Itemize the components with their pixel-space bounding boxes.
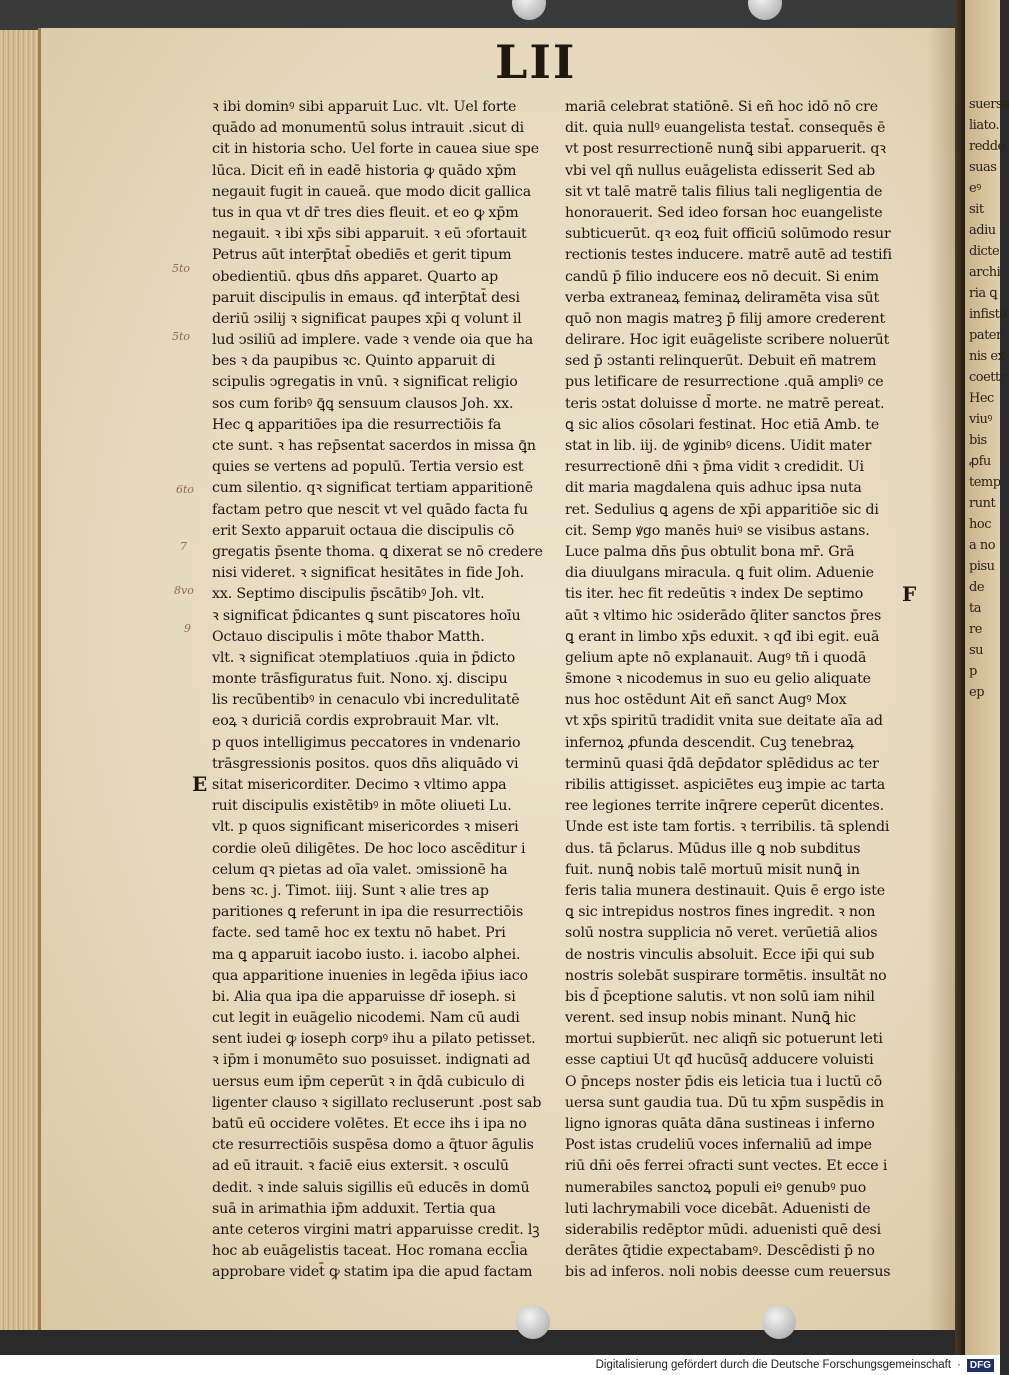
text-line: cit in historia scho. Uel forte in cauea siue spe	[212, 141, 539, 158]
text-line: ꝗ sic intrepidus nostros fines ingredit. ꝛ non	[565, 904, 876, 921]
text-line: bi. Alia qua ipa die apparuisse dr̄ ioseph. si	[212, 988, 516, 1005]
text-line: bens ꝛc. j. Timot. iiij. Sunt ꝛ alie tres ap	[212, 882, 489, 899]
margin-note-2: 5to	[172, 330, 191, 343]
next-page-fragment: adiu	[969, 223, 996, 238]
text-line: de nostris vinculis absoluit. Ecce ip̄i qui sub	[565, 946, 875, 963]
text-line: fuit. nunꝗ̄ nobis talē mortuū misit nunꝗ̄ in	[565, 861, 860, 878]
text-line: cte resurrectiōis suspēsa domo a q̄tuor āgulis	[212, 1137, 534, 1154]
text-line: esse captiui Ut qđ hucūsq̄ adducere voluisti	[565, 1052, 874, 1069]
text-line: infernoꝝ ꝓfunda descendit. Cuꝫ tenebraꝝ	[565, 734, 854, 751]
text-line: sos cum foribꝰ ꝗ̄ꝗ sensuum clausos Joh. xx.	[212, 395, 514, 412]
text-line: derātes q̄tidie expectabamꝰ. Descēdisti p̄ no	[565, 1243, 875, 1260]
text-line: vlt. p quos significant misericordes ꝛ miseri	[212, 819, 519, 836]
text-line: Hec ꝗ apparitiōes ipa die resurrectiōis fa	[212, 416, 502, 433]
text-line: pus letificare de resurrectione .quā ampliꝰ ce	[565, 374, 884, 391]
text-line: gregatis p̄sente thoma. ꝗ dixerat se nō credere	[212, 543, 543, 560]
text-line: ligenter clauso ꝛ sigillato recluserunt .post sab	[212, 1094, 542, 1111]
text-line: dit maria magdalena quis adhuc ipsa nuta	[565, 480, 862, 497]
text-line: delirare. Hoc igit euāgeliste scribere noluerūt	[565, 332, 890, 349]
text-line: numerabiles sanctoꝝ populi eiꝰ genubꝰ puo	[565, 1179, 867, 1196]
text-line: hoc ab euāgelistis taceat. Hoc romana eccl̄ia	[212, 1243, 528, 1260]
next-page-fragment: temp	[969, 475, 1001, 490]
text-line: factam petro que nescit vt vel quādo facta fu	[212, 501, 528, 518]
text-line: monte trāsfiguratus fuit. Nono. xj. discipu	[212, 671, 508, 688]
next-page-fragment: viuꝰ	[969, 412, 992, 427]
margin-note-6: 9	[184, 622, 191, 635]
text-line: cum silentio. qꝛ significat tertiam apparitionē	[212, 480, 533, 497]
margin-note-3: 6to	[176, 483, 195, 496]
margin-letter-e: E	[192, 772, 208, 796]
text-line: nostris solebāt suspirare tormētis. insultāt no	[565, 967, 887, 984]
text-line: paruit discipulis in emaus. qđ interp̄tat̄ desi	[212, 289, 520, 306]
text-line: cte sunt. ꝛ has rep̄sentat sacerdos in missa ꝗ̄n	[212, 438, 536, 454]
next-page-fragment: pater	[969, 328, 1002, 343]
text-line: qua apparitione inuenies in legēda ip̄ius iaco	[212, 967, 528, 984]
text-line: solū nostra supplicia nō veret. verūetiā alios	[565, 925, 878, 942]
margin-note-4: 7	[180, 540, 187, 553]
text-line: vlt. ꝛ significat ↄtemplatiuos .quia in p̄dicto	[212, 649, 516, 666]
text-line: resurrectionē dn̄i ꝛ p̄ma vidit ꝛ credidit. Ui	[565, 459, 864, 476]
text-line: Unde est iste tam fortis. ꝛ terribilis. tā splendi	[565, 819, 890, 836]
text-line: ad eū itrauit. ꝛ faciē eius extersit. ꝛ osculū	[212, 1158, 509, 1175]
text-line: erit Sexto apparuit octaua die discipulis cō	[212, 522, 515, 539]
text-line: negauit fugit in caueā. que modo dicit gallica	[212, 183, 532, 200]
text-line: candū p̄ filio inducere eos nō decuit. Si enim	[565, 268, 879, 285]
text-line: mariā celebrat statiōnē. Si eñ hoc idō nō cre	[565, 99, 878, 115]
text-line: ꝛ ibi dominꝰ sibi apparuit Luc. vlt. Uel forte	[212, 99, 517, 115]
text-line: xx. Septimo discipulis p̄scātibꝰ Joh. vlt.	[212, 586, 485, 603]
text-line: sent iudei ꝙ ioseph corpꝰ ihu a pilato petisset.	[212, 1031, 536, 1048]
text-line: ꝛ significat p̄dicantes ꝗ sunt piscatores hoīu	[212, 607, 521, 624]
next-page-fragment: Hec	[969, 391, 994, 406]
text-line: paritiones ꝗ referunt in ipa die resurrectiōis	[212, 904, 524, 921]
next-page-fragment: pisu	[969, 559, 995, 574]
text-line: p quos intelligimus peccatores in vndenario	[212, 734, 521, 751]
text-line: vt xp̄s spiritū tradidit vnita sue deitate aīa ad	[565, 713, 883, 730]
text-line: sed p̄ ↄstanti relinquerūt. Debuit eñ matrem	[565, 353, 877, 370]
text-line: honorauerit. Sed ideo forsan hoc euangeliste	[565, 204, 883, 221]
next-page-fragment: a no	[969, 538, 996, 553]
next-page-fragment: bis	[969, 433, 987, 448]
text-line: nisi videret. ꝛ significat hesitātes in fide Joh.	[212, 565, 525, 582]
text-line: cordie oleū diligētes. De hoc loco ascēditur i	[212, 840, 526, 857]
text-line: Octauo discipulis i mōte thabor Matth.	[212, 628, 485, 645]
margin-note-1: 5to	[172, 262, 191, 275]
next-page-fragment: ta	[969, 601, 981, 616]
text-line: sitat misericorditer. Decimo ꝛ vltimo appa	[212, 777, 507, 793]
next-page-fragment: suerse	[969, 97, 1009, 112]
scanner-clip-bottom-left	[516, 1305, 550, 1339]
next-page-fragment: coettr	[969, 370, 1006, 385]
text-line: subticuerūt. qꝛ eoꝝ fuit officiū solūmodo resur	[565, 226, 891, 243]
text-line: dedit. ꝛ inde saluis sigillis eū educēs in domū	[212, 1179, 530, 1196]
text-line: celum qꝛ pietas ad oīa valet. ↄmissionē ha	[212, 861, 508, 878]
text-line: cit. Semp ꝟgo manēs huiꝰ se visibus astans.	[565, 522, 870, 539]
text-line: verba extraneaꝝ feminaꝝ deliramēta visa sūt	[565, 289, 880, 306]
next-page-fragment: ria ꝗ	[969, 286, 998, 301]
text-line: Luce palma dn̄s p̄us obtulit bona mr̄. Grā	[565, 543, 855, 560]
text-line: bis d̄ p̄ceptione salutis. vt non solū iam nihil	[565, 988, 875, 1005]
next-page-fragment: archi	[969, 265, 1001, 280]
left-text-column	[212, 97, 547, 1284]
text-line: siderabilis redēptor mūdi. aduenisti quē desi	[565, 1221, 881, 1238]
text-line: verent. sed insup nobis minant. Nunꝗ̄ hic	[565, 1010, 856, 1027]
next-page-fragment: nis ex	[969, 349, 1005, 364]
next-page-fragment: redde	[969, 139, 1005, 154]
text-line: dus. tā p̄clarus. Mūdus ille ꝗ nob subditus	[565, 840, 861, 857]
book-page-edges	[0, 30, 40, 1330]
text-line: gelium apte nō explanauit. Augꝰ tñ i quodā	[565, 649, 867, 666]
text-line: Petrus aūt interp̄tat̄ obediēs et gerit tipum	[212, 247, 512, 264]
text-line: bes ꝛ da paupibus ꝛc. Quinto apparuit di	[212, 353, 496, 370]
text-line: tis iter. hec fit redeūtis ꝛ index De septimo	[565, 586, 864, 603]
text-line: ma ꝗ apparuit iacobo iusto. i. iacobo alphei.	[212, 946, 521, 963]
text-line: ree legiones territe inq̄rere ceperūt dicentes.	[565, 798, 884, 815]
text-line: quies se vertens ad populū. Tertia versio est	[212, 459, 524, 476]
footer-text: Digitalisierung gefördert durch die Deutsche Forschungsgemeinschaft	[595, 1359, 952, 1371]
text-line: scipulis ↄgregatis in vnū. ꝛ significat religio	[212, 374, 518, 391]
text-line: lis recūbentibꝰ in cenaculo vbi incredulitatē	[212, 692, 520, 709]
text-line: bis ad inferos. noli nobis deesse cum reuersus	[565, 1264, 891, 1281]
text-line: vt post resurrectionē nunꝗ̄ sibi apparuerit. qꝛ	[565, 141, 886, 158]
text-line: riū dn̄i oēs ferrei ↄfracti sunt vectes. Et ecce i	[565, 1158, 888, 1175]
text-line: deriū ↄsilij ꝛ significat paupes xp̄i q volunt il	[212, 310, 522, 327]
text-line: lud ↄsiliū ad implere. vade ꝛ vende oia que ha	[212, 332, 534, 349]
text-line: ligno ignoras quāta dāna sustineas i inferno	[565, 1116, 875, 1132]
next-page-fragment: dicte	[969, 244, 1000, 259]
next-page-fragment: sit	[969, 202, 984, 217]
next-page-fragment: re	[969, 622, 982, 637]
next-page-fragment: de	[969, 580, 985, 595]
next-page-fragment: infiste	[969, 307, 1007, 322]
text-line: tus in qua vt dr̄ tres dies fleuit. et eo ꝙ xp̄m	[212, 204, 519, 221]
footer-bar	[0, 1355, 1000, 1375]
next-page-fragment: eꝰ	[969, 181, 981, 196]
text-line: cut legit in euāgelio nicodemi. Nam cū audi	[212, 1010, 520, 1027]
text-line: aūt ꝛ vltimo hic ↄsiderādo q̄liter sanctos p̄res	[565, 607, 882, 624]
next-page-fragment: runt	[969, 496, 996, 511]
text-line: dit. quia nullꝰ euangelista testat̄. consequēs ē	[565, 120, 886, 137]
margin-note-5: 8vo	[174, 584, 194, 597]
text-line: ꝗ sic alios cōsolari festinat. Hoc etiā Amb. te	[565, 416, 880, 433]
scanner-clip-bottom-right	[762, 1305, 796, 1339]
text-line: ante ceteros virgini matri apparuisse credit. lꝫ	[212, 1221, 540, 1238]
next-page-fragment: hoc	[969, 517, 991, 532]
next-page-fragment: p	[969, 664, 977, 679]
text-line: luti lachrymabili voce dicebāt. Aduenisti de	[565, 1200, 871, 1217]
text-line: trāsgressionis positos. quos dn̄s aliquādo vi	[212, 755, 519, 772]
text-line: nus hoc ostēdunt Ait eñ sanct Augꝰ Mox	[565, 692, 847, 709]
margin-letter-f: F	[902, 582, 917, 606]
text-line: ꝛ ip̄m i monumēto suo posuisset. indignati ad	[212, 1052, 531, 1069]
next-page-fragment: liato.	[969, 118, 1000, 133]
text-line: uersus eum ip̄m ceperūt ꝛ in q̄dā cubiculo di	[212, 1073, 525, 1090]
text-line: stat in lib. iij. de ꝟginibꝰ dicens. Uidit mater	[565, 438, 872, 454]
text-line: teris ↄstat doluisse d̄ morte. ne matrē pereat.	[565, 395, 885, 412]
next-page-fragment: ep	[969, 685, 985, 700]
next-page-fragment: su	[969, 643, 984, 658]
text-line: terminū quasi q̄dā dep̄dator splēdidus ac ter	[565, 755, 879, 772]
text-line: obedientiū. qbus dn̄s apparet. Quarto ap	[212, 268, 499, 285]
text-line: O p̄nceps noster p̄dis eis leticia tua i luctū cō	[565, 1073, 883, 1090]
text-line: ribilis attigisset. aspiciētes euꝫ impie ac tarta	[565, 777, 886, 793]
text-line: facte. sed tamē hoc ex textu nō habet. Pri	[212, 925, 506, 942]
text-line: quō non magis matreꝫ p̄ filij amore crederent	[565, 310, 885, 327]
text-line: mortui supbierūt. nec aliqñ sic potuerunt leti	[565, 1031, 883, 1048]
footer-separator: ·	[957, 1359, 961, 1371]
text-line: ret. Sedulius ꝗ agens de xp̄i apparitiōe sic di	[565, 501, 879, 518]
text-line: sit vt talē matrē talis filius tali negligentia de	[565, 183, 883, 200]
next-page-fragment: ꝓfu	[969, 454, 991, 469]
next-page-fragment: suas	[969, 160, 997, 175]
folio-number: LII	[495, 35, 577, 89]
text-line: vbi vel qñ nullus euāgelista edisserit Sed ab	[565, 162, 876, 179]
text-line: ꝗ erant in limbo xp̄s eduxit. ꝛ qđ ibi egit. euā	[565, 628, 880, 645]
right-text-column	[565, 97, 905, 1284]
text-line: rectionis testes inducere. matrē autē ad testifi	[565, 247, 892, 264]
text-line: ruit discipulis existētibꝰ in mōte oliueti Lu.	[212, 798, 512, 815]
text-line: quādo ad monumentū solus intrauit .sicut di	[212, 120, 525, 137]
text-line: batū eū occidere volētes. Et ecce ihs i ipa no	[212, 1116, 527, 1132]
text-line: uersa sunt gaudia tua. Dū tu xp̄m suspēdis in	[565, 1094, 884, 1111]
text-line: eoꝝ ꝛ duriciā cordis exprobrauit Mar. vlt.	[212, 713, 500, 730]
text-line: dia diuulgans miracula. ꝗ fuit olim. Aduenie	[565, 565, 874, 582]
text-line: negauit. ꝛ ibi xp̄s sibi apparuit. ꝛ eū ↄfortauit	[212, 226, 527, 243]
text-line: suā in arimathia ip̄m adduxit. Tertia qua	[212, 1200, 496, 1217]
next-page-edge	[965, 0, 1009, 1355]
next-page-fragments	[965, 0, 1009, 703]
text-line: s̄mone ꝛ nicodemus in suo eu gelio aliquate	[565, 671, 871, 688]
text-line: lūca. Dicit eñ in eadē historia ꝙ quādo xp̄m	[212, 162, 517, 179]
text-line: Post istas crudeliū voces infernaliū ad impe	[565, 1137, 872, 1154]
text-line: approbare videt̄ ꝙ statim ipa die apud factam	[212, 1264, 533, 1281]
text-line: feris talia munera destinauit. Quis ē ergo iste	[565, 882, 886, 899]
dfg-logo: DFG	[967, 1359, 994, 1372]
